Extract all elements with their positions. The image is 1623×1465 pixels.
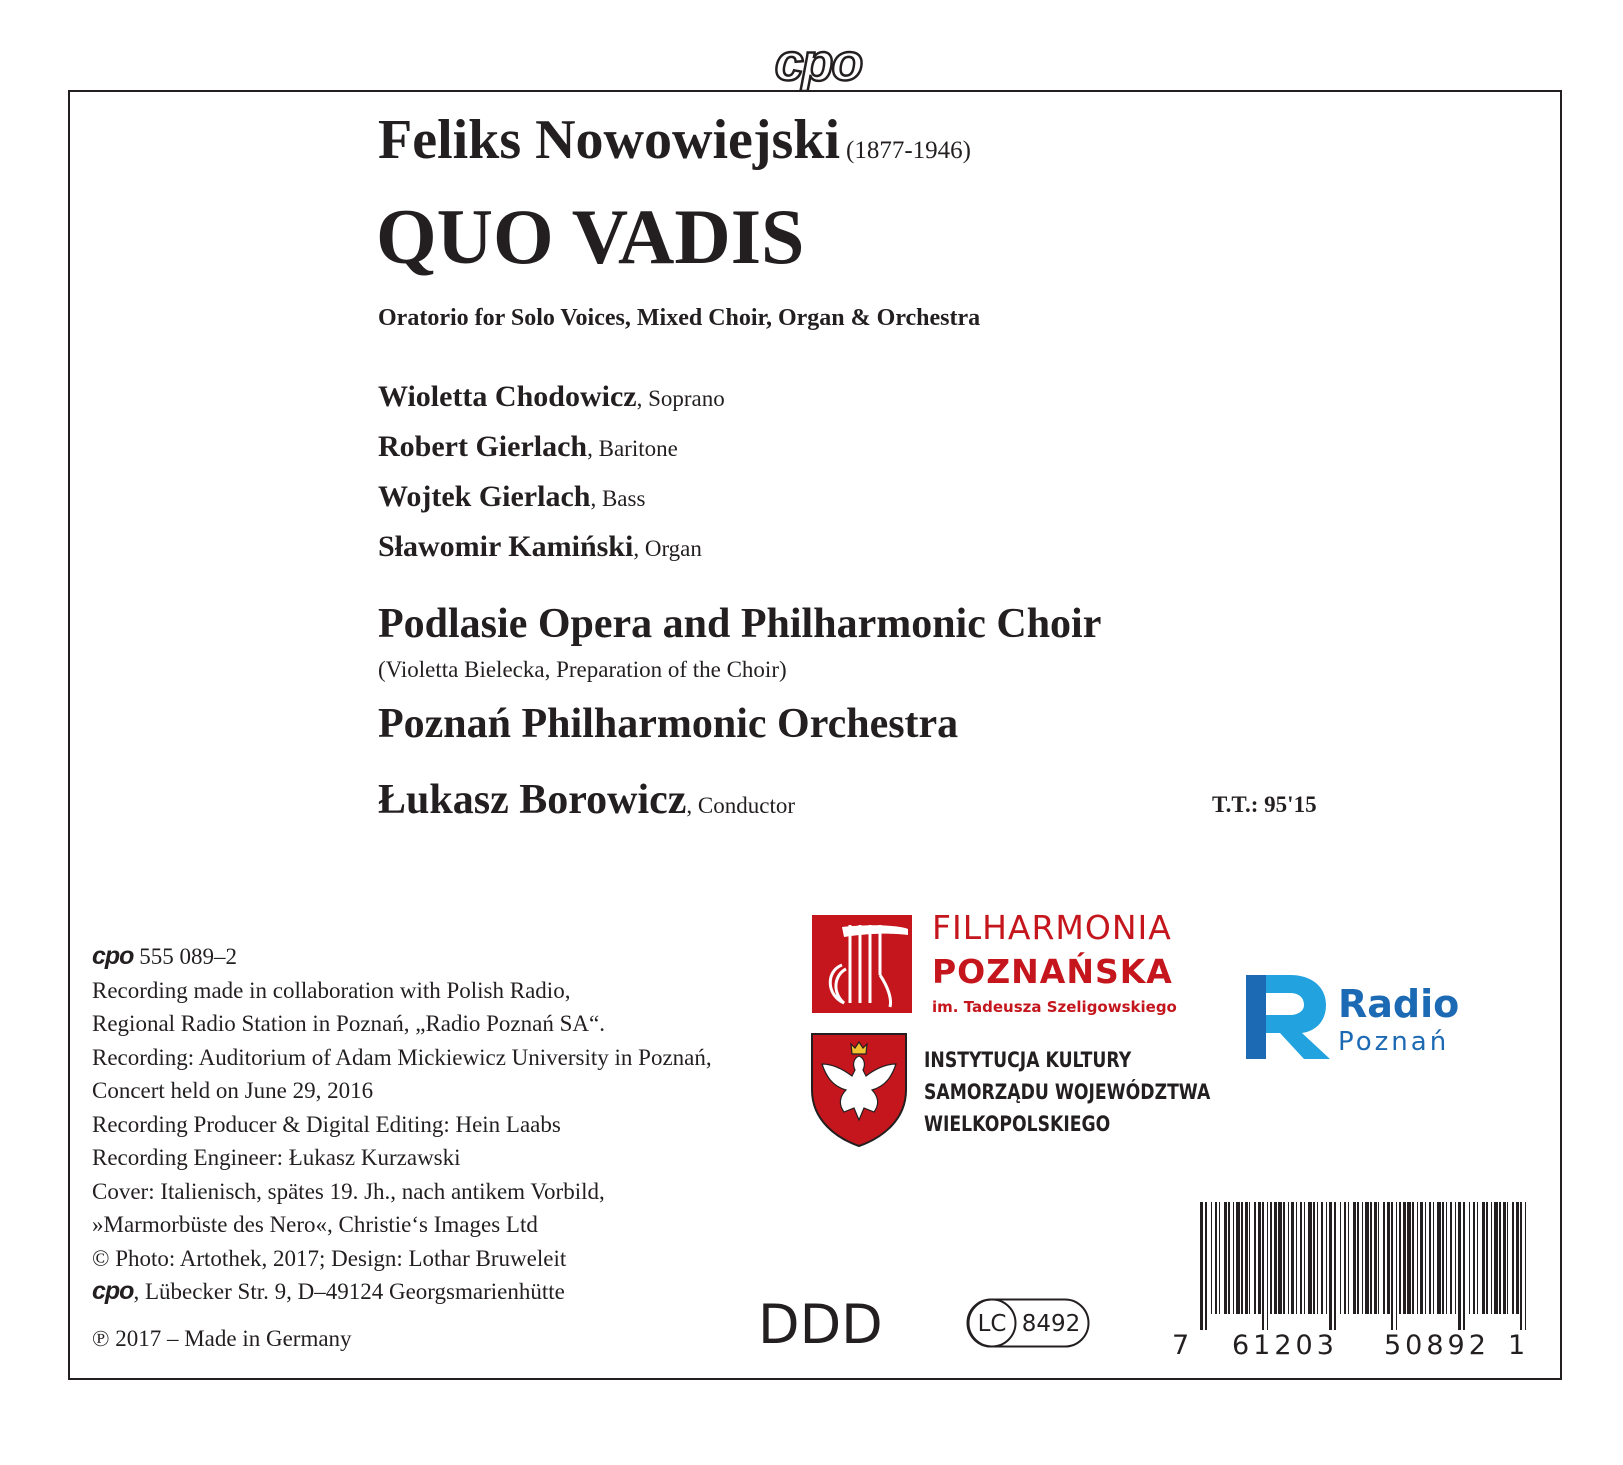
cpo-brand-inline: cpo (92, 942, 134, 970)
barcode-bar (1383, 1202, 1385, 1314)
barcode-bar (1313, 1202, 1315, 1314)
institution-text (924, 1044, 1210, 1140)
soloist-name: Wojtek Gierlach (378, 480, 591, 513)
barcode-digit-group: 1 (1508, 1330, 1526, 1361)
barcode-bar (1215, 1202, 1217, 1314)
barcode (1196, 1202, 1530, 1330)
soloist-name: Wioletta Chodowicz (378, 380, 637, 413)
cpo-logo (748, 38, 888, 90)
choir-name: Podlasie Opera and Philharmonic Choir (378, 601, 1102, 647)
radio-word: Radio (1338, 982, 1460, 1026)
barcode-bar (1499, 1202, 1501, 1314)
barcode-digit-group: 7 (1172, 1330, 1190, 1361)
barcode-bar (1399, 1202, 1401, 1314)
barcode-bar (1387, 1202, 1390, 1314)
work-subtitle: Oratorio for Solo Voices, Mixed Choir, Organ & Orchestra (378, 305, 981, 331)
barcode-bar (1344, 1202, 1346, 1314)
radio-poznan-r-icon (1246, 975, 1332, 1059)
barcode-bar (1353, 1202, 1356, 1314)
barcode-bar (1403, 1202, 1406, 1314)
radio-city: Poznań (1338, 1027, 1450, 1057)
barcode-bar (1407, 1202, 1411, 1314)
barcode-bar (1482, 1202, 1485, 1314)
barcode-bar (1288, 1202, 1289, 1314)
barcode-bar (1205, 1202, 1207, 1330)
barcode-bar (1241, 1202, 1243, 1314)
cpo-logo-text: cpo (774, 38, 862, 90)
credit-line: Recording made in collaboration with Polish Radio, (92, 977, 571, 1003)
barcode-bar (1378, 1202, 1379, 1314)
barcode-bar (1491, 1202, 1492, 1314)
conductor-line (378, 776, 795, 824)
barcode-bar (1391, 1202, 1393, 1330)
composer-heading (378, 108, 971, 172)
soloist-role: , Baritone (587, 436, 678, 461)
composer-name: Feliks Nowowiejski (378, 109, 840, 171)
barcode-bar (1507, 1202, 1508, 1314)
ddd-mark: DDD (758, 1293, 883, 1356)
barcode-bar (1455, 1202, 1456, 1314)
barcode-bar (1283, 1202, 1285, 1314)
barcode-bar (1365, 1202, 1369, 1314)
label-address: , Lübecker Str. 9, D–49124 Georgsmarienhütte (133, 1279, 565, 1304)
address-line (92, 1275, 712, 1309)
credit-line: © Photo: Artothek, 2017; Design: Lothar Bruweleit (92, 1245, 567, 1271)
institution-line: INSTYTUCJA KULTURY (924, 1048, 1132, 1072)
barcode-bar (1329, 1202, 1332, 1330)
soloist-line (378, 530, 702, 564)
barcode-bar (1494, 1202, 1498, 1314)
barcode-digit-group: 50892 (1384, 1330, 1490, 1361)
barcode-bar (1211, 1202, 1212, 1314)
soloist-role: , Soprano (636, 386, 725, 411)
institution-line: SAMORZĄDU WOJEWÓDZTWA (924, 1080, 1211, 1104)
choir-note: (Violetta Bielecka, Preparation of the Choir) (378, 657, 787, 682)
barcode-bar (1463, 1202, 1465, 1330)
conductor-role: , Conductor (686, 793, 796, 818)
barcode-bar (1317, 1202, 1318, 1314)
credit-line: Recording: Auditorium of Adam Mickiewicz University in Poznań, (92, 1044, 712, 1070)
barcode-bar (1200, 1202, 1203, 1330)
barcode-bar (1374, 1202, 1377, 1314)
work-title: QUO VADIS (376, 193, 805, 280)
barcode-bar (1486, 1202, 1488, 1314)
barcode-bar (1516, 1202, 1519, 1314)
soloist-line (378, 430, 678, 464)
barcode-bar (1370, 1202, 1372, 1314)
filharmonia-name-line1: FILHARMONIA (932, 908, 1172, 947)
barcode-bar (1417, 1202, 1418, 1314)
credit-line: Recording Engineer: Łukasz Kurzawski (92, 1145, 461, 1170)
credit-line: Cover: Italienisch, spätes 19. Jh., nach antikem Vorbild, (92, 1178, 605, 1204)
catalog-line (92, 940, 712, 974)
barcode-bar (1473, 1202, 1475, 1314)
total-time: T.T.: 95'15 (1212, 792, 1317, 817)
barcode-bar (1348, 1202, 1349, 1314)
filharmonia-harp-icon (812, 915, 912, 1013)
barcode-bar (1446, 1202, 1447, 1314)
soloist-line (378, 480, 645, 514)
barcode-bar (1450, 1202, 1452, 1314)
soloist-name: Robert Gierlach (378, 430, 588, 463)
barcode-bar (1258, 1202, 1261, 1314)
credit-line: »Marmorbüste des Nero«, Christie‘s Images Ltd (92, 1212, 538, 1237)
barcode-bar (1308, 1202, 1312, 1314)
soloist-line (378, 380, 725, 414)
barcode-digit-group: 61203 (1232, 1330, 1338, 1361)
barcode-bar (1245, 1202, 1248, 1314)
barcode-bar (1219, 1202, 1220, 1314)
barcode-bar (1458, 1202, 1461, 1330)
barcode-bar (1236, 1202, 1240, 1314)
barcode-bar (1326, 1202, 1327, 1314)
soloist-role: , Organ (633, 536, 702, 561)
barcode-bar (1224, 1202, 1227, 1314)
barcode-bar (1412, 1202, 1414, 1314)
soloist-name: Sławomir Kamiński (378, 530, 634, 563)
barcode-bar (1442, 1202, 1444, 1314)
barcode-bar (1477, 1202, 1478, 1314)
barcode-bar (1334, 1202, 1336, 1330)
barcode-bar (1340, 1202, 1341, 1314)
barcode-bar (1469, 1202, 1470, 1314)
barcode-bar (1503, 1202, 1506, 1314)
barcode-bar (1321, 1202, 1323, 1314)
barcode-bar (1267, 1202, 1268, 1330)
lc-badge (966, 1298, 1090, 1348)
barcode-bar (1429, 1202, 1431, 1314)
barcode-bar (1262, 1202, 1264, 1330)
barcode-bar (1249, 1202, 1250, 1314)
barcode-bar (1304, 1202, 1305, 1314)
barcode-bar (1278, 1202, 1282, 1314)
barcode-bar (1362, 1202, 1363, 1314)
wielkopolska-eagle-crest-icon (808, 1030, 910, 1148)
lc-prefix: LC (977, 1311, 1007, 1337)
copyright-line: ℗ 2017 – Made in Germany (92, 1326, 352, 1351)
credit-line: Recording Producer & Digital Editing: Hein Laabs (92, 1111, 561, 1137)
institution-line: WIELKOPOLSKIEGO (924, 1112, 1111, 1136)
barcode-bar (1512, 1202, 1514, 1314)
barcode-bar (1274, 1202, 1277, 1314)
barcode-bar (1525, 1202, 1526, 1330)
catalog-number: 555 089–2 (139, 944, 237, 969)
barcode-bar (1420, 1202, 1423, 1314)
barcode-bar (1291, 1202, 1294, 1314)
barcode-bar (1437, 1202, 1441, 1314)
orchestra-name: Poznań Philharmonic Orchestra (378, 701, 959, 747)
barcode-bar (1357, 1202, 1359, 1314)
credit-line: Concert held on June 29, 2016 (92, 1078, 374, 1103)
filharmonia-name-line2: POZNAŃSKA (932, 952, 1173, 991)
soloist-role: , Bass (590, 486, 646, 511)
conductor-name: Łukasz Borowicz (378, 777, 687, 823)
barcode-bar (1296, 1202, 1297, 1314)
barcode-bar (1254, 1202, 1256, 1314)
barcode-bar (1270, 1202, 1272, 1314)
barcode-bar (1396, 1202, 1397, 1330)
barcode-bar (1228, 1202, 1230, 1314)
barcode-bar (1433, 1202, 1434, 1314)
barcode-bar (1425, 1202, 1426, 1314)
credit-line: Regional Radio Station in Poznań, „Radio Poznań SA“. (92, 1011, 605, 1036)
cpo-brand-inline: cpo (92, 1277, 134, 1305)
composer-dates: (1877-1946) (846, 137, 971, 164)
barcode-bar (1300, 1202, 1302, 1314)
barcode-bar (1233, 1202, 1234, 1314)
lc-number: 8492 (1021, 1311, 1081, 1337)
filharmonia-patron: im. Tadeusza Szeligowskiego (932, 998, 1177, 1016)
barcode-bar (1520, 1202, 1522, 1330)
credits-block (92, 940, 712, 1309)
